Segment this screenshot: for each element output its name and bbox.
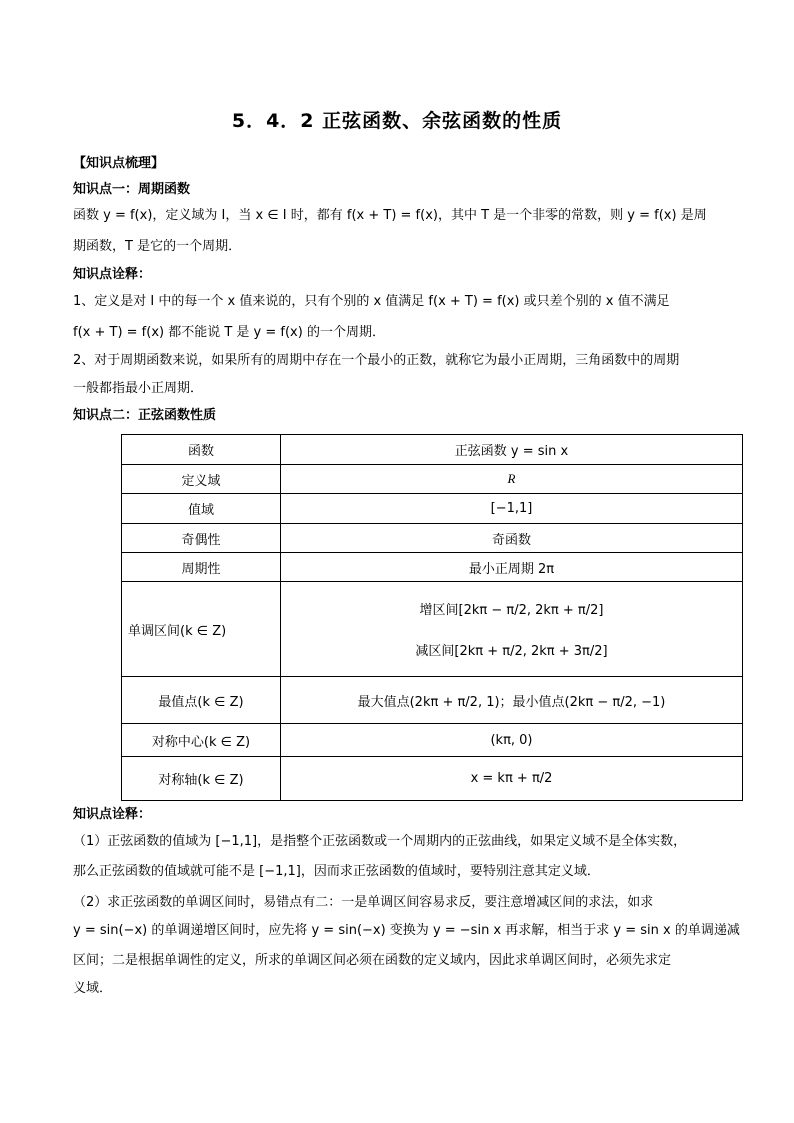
notes1-item2-line1: 2、对于周期函数来说，如果所有的周期中存在一个最小的正数，就称它为最小正周期，三角函数中的周期 — [73, 353, 680, 368]
row-label: 奇偶性 — [122, 524, 281, 553]
notes2-item1-line1: （1）正弦函数的值域为 [−1,1]，是指整个正弦函数或一个周期内的正弦曲线，如果定义域不是全体实数， — [73, 834, 687, 849]
row-label: 对称轴(k ∈ Z) — [122, 757, 281, 801]
table-row — [122, 582, 743, 677]
row-value: 最小正周期 2π — [281, 553, 743, 582]
row-label: 最值点(k ∈ Z) — [122, 677, 281, 724]
row-value: [−1,1] — [281, 494, 743, 524]
increasing-interval: 增区间[2kπ − π/2, 2kπ + π/2] — [419, 603, 604, 618]
row-label: 对称中心(k ∈ Z) — [122, 724, 281, 757]
notes2-item2-line4: 义域． — [73, 981, 113, 996]
point1-definition-line1: 函数 y = f(x)，定义域为 I，当 x ∈ I 时，都有 f(x + T) = f(x)，其中 T 是一个非零的常数，则 y = f(x) 是周 — [73, 208, 707, 223]
section-heading: 【知识点梳理】 — [73, 156, 165, 171]
notes1-item2-line2: 一般都指最小正周期． — [73, 381, 204, 396]
row-value: R — [281, 465, 743, 494]
row-label: 定义域 — [122, 465, 281, 494]
decreasing-interval: 减区间[2kπ + π/2, 2kπ + 3π/2] — [415, 644, 608, 659]
notes2-item2-line2: y = sin(−x) 的单调递增区间时，应先将 y = sin(−x) 变换为 y = −sin x 再求解，相当于求 y = sin x 的单调递减 — [73, 923, 740, 938]
table-row — [122, 724, 743, 757]
row-label: 周期性 — [122, 553, 281, 582]
row-label: 单调区间(k ∈ Z) — [122, 582, 281, 677]
row-label: 函数 — [122, 435, 281, 465]
table-row — [122, 757, 743, 801]
point1-heading: 知识点一：周期函数 — [73, 182, 191, 197]
notes2-heading: 知识点诠释： — [73, 807, 152, 822]
notes1-heading: 知识点诠释： — [73, 267, 152, 282]
table-row — [122, 465, 743, 494]
sine-properties-table — [121, 434, 743, 801]
table-row — [122, 553, 743, 582]
row-value: (kπ, 0) — [281, 724, 743, 757]
point1-definition-line2: 期函数，T 是它的一个周期． — [73, 239, 242, 254]
point2-heading: 知识点二：正弦函数性质 — [73, 408, 217, 423]
table-row — [122, 494, 743, 524]
row-value: 奇函数 — [281, 524, 743, 553]
table-row — [122, 677, 743, 724]
notes2-item2-line1: （2）求正弦函数的单调区间时，易错点有二：一是单调区间容易求反，要注意增减区间的求法，如求 — [73, 895, 654, 910]
notes1-item1-line1: 1、定义是对 I 中的每一个 x 值来说的，只有个别的 x 值满足 f(x + T) = f(x) 或只差个别的 x 值不满足 — [73, 294, 670, 309]
page-title: 5．4．2 正弦函数、余弦函数的性质 — [231, 110, 563, 132]
row-value: 正弦函数 y = sin x — [281, 435, 743, 465]
notes2-item1-line2: 那么正弦函数的值域就可能不是 [−1,1]，因而求正弦函数的值域时，要特别注意其定义域． — [73, 864, 600, 879]
row-value: 最大值点(2kπ + π/2, 1)；最小值点(2kπ − π/2, −1) — [281, 677, 743, 724]
notes2-item2-line3: 区间；二是根据单调性的定义，所求的单调区间必须在函数的定义域内，因此求单调区间时，必须先求定 — [73, 953, 672, 968]
table-row — [122, 435, 743, 465]
row-value-group — [281, 582, 743, 677]
row-label: 值域 — [122, 494, 281, 524]
notes1-item1-line2: f(x + T) = f(x) 都不能说 T 是 y = f(x) 的一个周期． — [73, 325, 385, 340]
table-row — [122, 524, 743, 553]
row-value: x = kπ + π/2 — [281, 757, 743, 801]
